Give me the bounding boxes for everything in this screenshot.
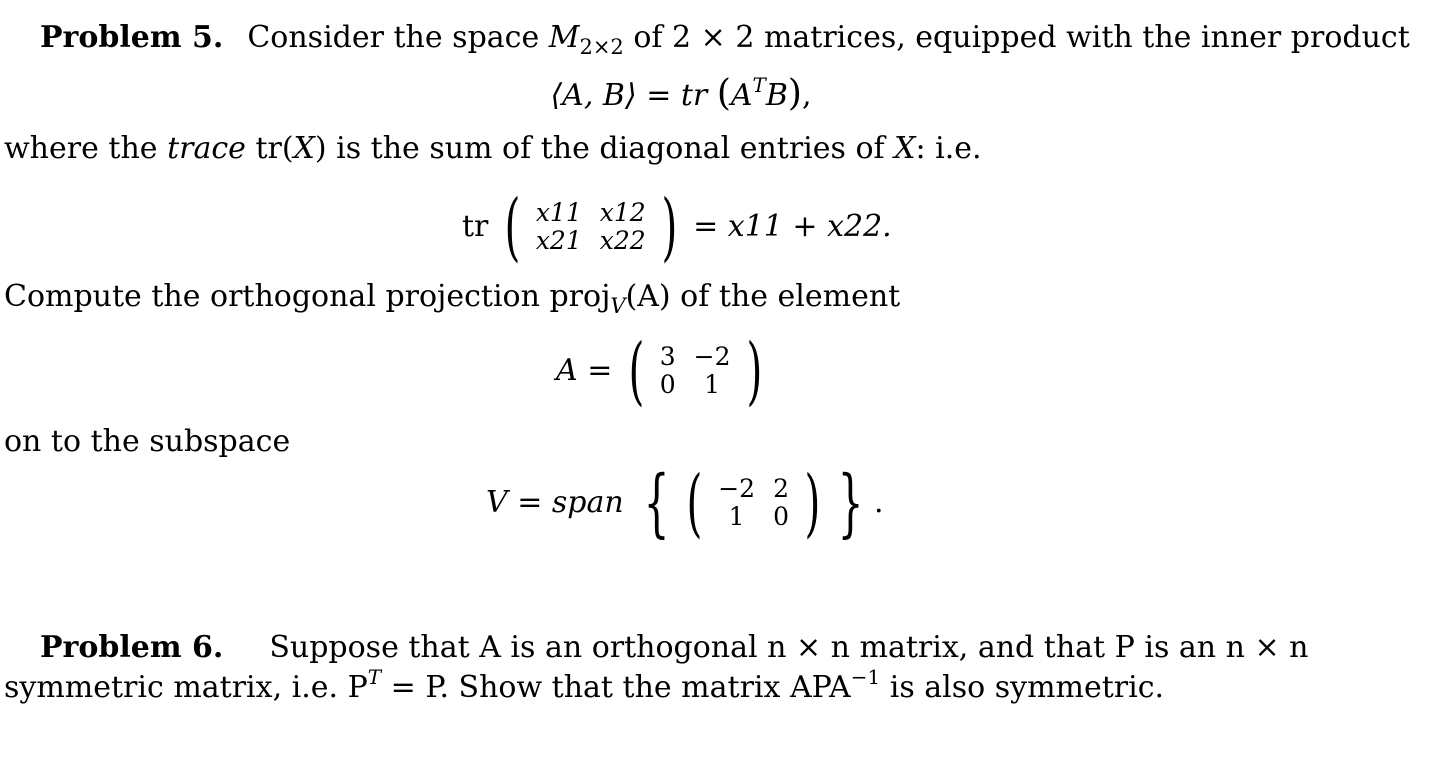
compute-b: (A) of the element bbox=[625, 279, 901, 314]
inner-product-formula: ⟨A, B⟩ = tr $(A^TB)$, bbox=[550, 73, 812, 114]
left-paren: ( bbox=[504, 184, 521, 270]
matrix-cell: 0 bbox=[659, 370, 676, 399]
problem6-first-line bbox=[40, 630, 1309, 666]
right-paren: ) bbox=[804, 460, 821, 546]
matrix-cell: 0 bbox=[773, 502, 789, 531]
problem5-heading: Problem 5. bbox=[40, 20, 224, 55]
inner-product-b: B bbox=[765, 78, 788, 113]
matrix-cell: 2 bbox=[773, 474, 789, 503]
problem6-line2-c: is also symmetric. bbox=[880, 670, 1165, 705]
inner-product-comma: , bbox=[801, 78, 812, 113]
right-paren: ) bbox=[661, 184, 678, 270]
subspace-lhs: V = span bbox=[486, 485, 624, 520]
where-d: : i.e. bbox=[915, 131, 982, 166]
trace-matrix bbox=[527, 199, 655, 255]
trace-word: trace bbox=[167, 131, 246, 166]
space-subscript: 2×2 bbox=[579, 35, 624, 59]
inner-product-a: A bbox=[730, 78, 753, 113]
left-brace: { bbox=[643, 460, 670, 546]
trace-rhs: = x11 + x22. bbox=[693, 209, 892, 244]
problem6-heading: Problem 6. bbox=[40, 630, 224, 665]
matrix-cell: 1 bbox=[728, 502, 745, 531]
compute-subscript: V bbox=[610, 294, 626, 318]
matrix-cell: −2 bbox=[718, 474, 756, 503]
problem6-transpose: T bbox=[367, 665, 382, 689]
right-brace: } bbox=[837, 460, 864, 546]
matrix-v bbox=[709, 475, 798, 531]
matrix-a-formula bbox=[556, 328, 768, 414]
where-x: X bbox=[293, 131, 315, 166]
matrix-cell: 1 bbox=[704, 370, 721, 399]
matrix-a bbox=[651, 343, 740, 399]
trace-definition-line bbox=[4, 131, 982, 167]
problem6-second-line bbox=[4, 665, 1165, 708]
right-paren: ) bbox=[746, 328, 762, 414]
where-a: where the bbox=[4, 131, 168, 166]
inner-product-transpose: T bbox=[752, 73, 766, 97]
where-c: ) is the sum of the diagonal entries of bbox=[314, 131, 895, 166]
compute-a: Compute the orthogonal projection proj bbox=[4, 279, 611, 314]
problem5-intro-a: Consider the space bbox=[247, 20, 549, 55]
matrix-cell: 3 bbox=[659, 342, 676, 371]
where-x2: X bbox=[894, 131, 916, 166]
compute-line bbox=[4, 279, 900, 317]
matrix-cell: x21 bbox=[535, 226, 582, 255]
problem5-intro-b: of 2 × 2 matrices, equipped with the inner product bbox=[623, 20, 1410, 55]
problem6-inverse: −1 bbox=[850, 665, 881, 689]
subspace-formula bbox=[486, 460, 884, 546]
problem6-line2-a: symmetric matrix, i.e. P bbox=[4, 670, 368, 705]
where-b: tr( bbox=[245, 131, 294, 166]
space-symbol: M bbox=[548, 20, 580, 55]
trace-matrix-formula bbox=[462, 184, 892, 270]
matrix-cell: x11 bbox=[535, 198, 582, 227]
left-paren: ( bbox=[686, 460, 703, 546]
problem6-line2-b: = P. Show that the matrix APA bbox=[381, 670, 851, 705]
matrix-cell: −2 bbox=[693, 342, 731, 371]
left-paren: ( bbox=[628, 328, 645, 414]
subspace-period: . bbox=[873, 485, 884, 520]
onto-line: on to the subspace bbox=[4, 424, 291, 459]
problem5-first-line bbox=[40, 20, 1410, 58]
matrix-a-lhs: A = bbox=[556, 353, 613, 388]
matrix-cell: x12 bbox=[599, 198, 646, 227]
trace-operator: tr bbox=[462, 209, 489, 244]
problem6-line1: Suppose that A is an orthogonal n × n matrix, and that P is an n × n bbox=[269, 630, 1309, 665]
matrix-cell: x22 bbox=[599, 226, 646, 255]
inner-product-lhs: ⟨A, B⟩ = tr bbox=[550, 78, 708, 113]
